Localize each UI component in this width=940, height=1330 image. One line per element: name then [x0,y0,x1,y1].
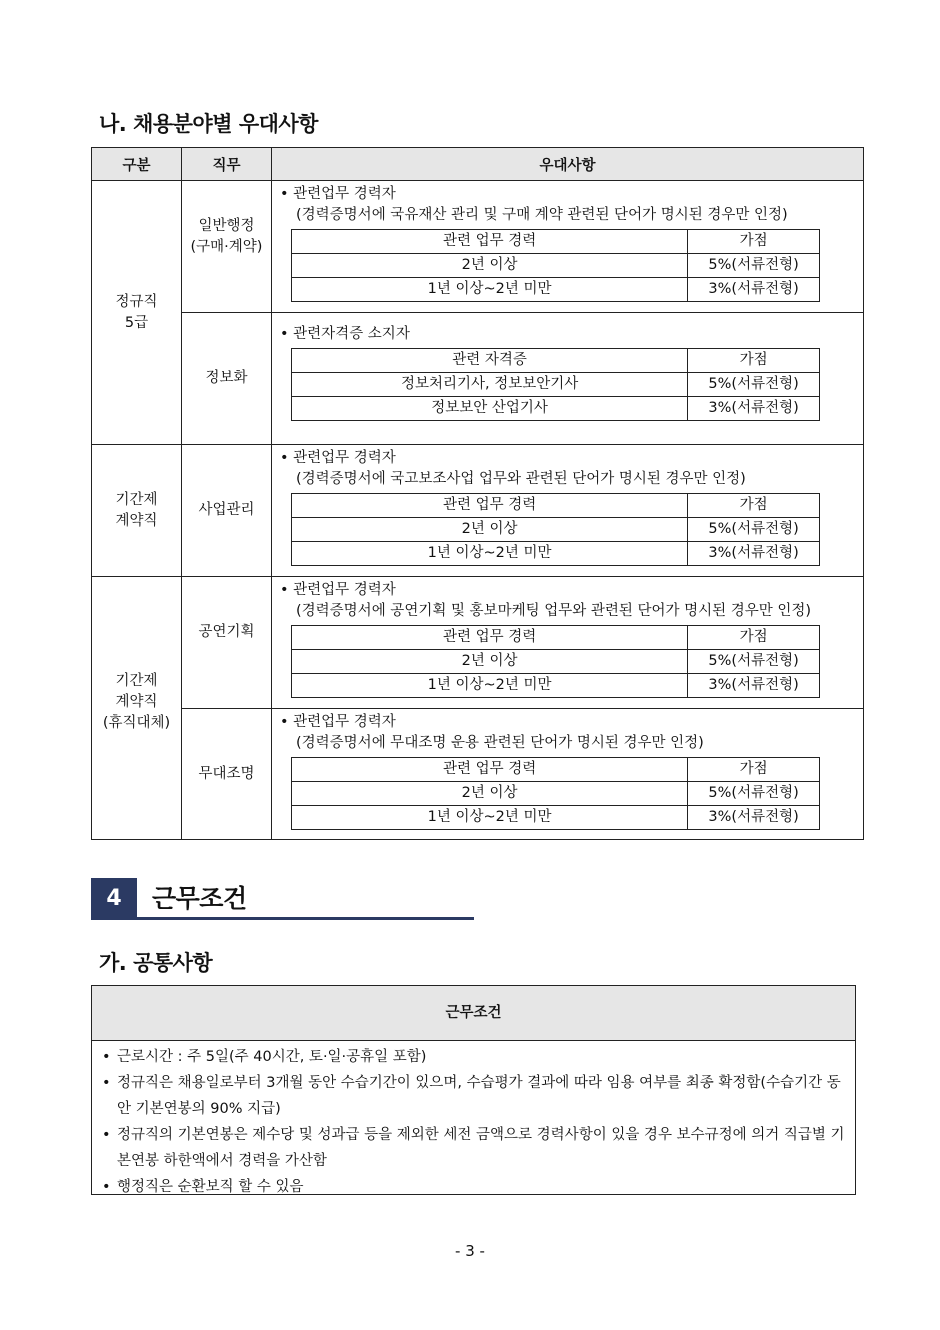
bonus-key: 2년 이상 [292,650,688,674]
section-heading-preferences: 나. 채용분야별 우대사항 [99,112,318,136]
bonus-row [292,349,820,373]
bonus-row [292,806,820,830]
preference-note: (경력증명서에 국유재산 관리 및 구매 계약 관련된 단어가 명시된 경우만 인정) [296,207,788,223]
duty-cell [182,313,272,445]
bonus-value: 3%(서류전형) [688,278,820,302]
bonus-key: 1년 이상~2년 미만 [292,806,688,830]
preference-bullet: • 관련자격증 소지자 [280,326,410,342]
bonus-value: 가점 [688,230,820,254]
bonus-key: 2년 이상 [292,782,688,806]
bonus-value: 3%(서류전형) [688,542,820,566]
preference-table [91,147,864,840]
section-title-work-conditions: 근무조건 [152,884,247,913]
bonus-row [292,674,820,698]
bonus-table [291,625,820,698]
condition-text: 정규직의 기본연봉은 제수당 및 성과급 등을 제외한 세전 금액으로 경력사항이 있을 경우 보수규정에 의거 직급별 기본연봉 하한액에서 경력을 가산함 [117,1127,845,1169]
condition-text: 정규직은 채용일로부터 3개월 동안 수습기간이 있으며, 수습평가 결과에 따라 임용 여부를 최종 확정함(수습기간 동안 기본연봉의 90% 지급) [117,1075,841,1117]
bonus-value: 5%(서류전형) [688,782,820,806]
preference-note: (경력증명서에 무대조명 운용 관련된 단어가 명시된 경우만 인정) [296,735,704,751]
duty-cell [182,709,272,840]
section-heading-common: 가. 공통사항 [99,951,213,975]
category-cell [92,445,182,577]
preference-cell [272,709,864,840]
bonus-row [292,254,820,278]
table-row [92,709,864,840]
table-header-row [92,148,864,181]
bonus-value: 5%(서류전형) [688,254,820,278]
table-row [92,313,864,445]
bonus-key: 정보보안 산업기사 [292,397,688,421]
bonus-row [292,650,820,674]
condition-text: 행정직은 순환보직 할 수 있음 [117,1179,304,1195]
bullet-icon: • [102,1075,111,1091]
bonus-row [292,626,820,650]
bullet-icon: • [102,1127,111,1143]
category-line: 기간제 계약직 [115,491,158,529]
preference-bullet: • 관련업무 경력자 [280,714,396,730]
duty-label: 일반행정 (구매·계약) [190,217,263,255]
bonus-row [292,782,820,806]
bonus-value: 3%(서류전형) [688,397,820,421]
duty-label: 정보화 [205,370,248,386]
table-row [92,577,864,709]
bullet-icon: • [102,1179,111,1195]
bonus-row [292,758,820,782]
bullet-icon: • [102,1049,111,1065]
preference-cell [272,181,864,313]
header-category: 구분 [92,148,182,181]
bonus-table [291,348,820,421]
condition-text: 근로시간 : 주 5일(주 40시간, 토·일·공휴일 포함) [117,1049,427,1065]
list-item [102,1122,845,1174]
bonus-key: 2년 이상 [292,518,688,542]
duty-cell [182,577,272,709]
bonus-table [291,757,820,830]
bonus-key: 1년 이상~2년 미만 [292,278,688,302]
section-number-badge: 4 [91,878,137,920]
bonus-value: 가점 [688,626,820,650]
preference-bullet: • 관련업무 경력자 [280,186,396,202]
conditions-list [92,1041,855,1200]
preference-cell [272,577,864,709]
bonus-key: 관련 업무 경력 [292,626,688,650]
bonus-row [292,518,820,542]
duty-label: 공연기획 [198,624,255,640]
header-duty: 직무 [182,148,272,181]
list-item [102,1044,845,1070]
bonus-row [292,230,820,254]
bonus-value: 가점 [688,494,820,518]
preference-note: (경력증명서에 공연기획 및 홍보마케팅 업무와 관련된 단어가 명시된 경우만 인정) [296,603,812,619]
bonus-row [292,494,820,518]
category-line: 정규직 5급 [115,293,158,331]
section-title-underline [91,917,474,920]
conditions-header: 근무조건 [92,986,855,1041]
bonus-key: 관련 업무 경력 [292,758,688,782]
bonus-table [291,229,820,302]
conditions-box [91,985,856,1195]
list-item [102,1174,845,1200]
duty-label: 무대조명 [198,765,255,782]
duty-label: 사업관리 [198,502,255,518]
preference-note: (경력증명서에 국고보조사업 업무와 관련된 단어가 명시된 경우만 인정) [296,471,746,487]
table-row [92,181,864,313]
preference-cell [272,445,864,577]
preference-bullet: • 관련업무 경력자 [280,582,396,598]
list-item [102,1070,845,1122]
header-preference: 우대사항 [272,148,864,181]
bonus-value: 3%(서류전형) [688,806,820,830]
bonus-key: 1년 이상~2년 미만 [292,542,688,566]
bonus-key: 관련 업무 경력 [292,230,688,254]
bonus-row [292,542,820,566]
bonus-key: 2년 이상 [292,254,688,278]
bonus-key: 관련 업무 경력 [292,494,688,518]
category-cell [92,577,182,840]
bonus-row [292,397,820,421]
preference-cell [272,313,864,445]
bonus-row [292,278,820,302]
bonus-value: 가점 [688,758,820,782]
category-line: 기간제 계약직 (휴직대체) [102,672,171,731]
page-number: - 3 - [455,1242,485,1260]
bonus-value: 3%(서류전형) [688,674,820,698]
bonus-row [292,373,820,397]
bonus-value: 5%(서류전형) [688,650,820,674]
bonus-table [291,493,820,566]
bonus-key: 정보처리기사, 정보보안기사 [292,373,688,397]
category-cell [92,181,182,445]
bonus-key: 1년 이상~2년 미만 [292,674,688,698]
bonus-value: 5%(서류전형) [688,518,820,542]
preference-bullet: • 관련업무 경력자 [280,450,396,466]
duty-cell [182,445,272,577]
bonus-value: 가점 [688,349,820,373]
bonus-value: 5%(서류전형) [688,373,820,397]
table-row [92,445,864,577]
duty-cell [182,181,272,313]
bonus-key: 관련 자격증 [292,349,688,373]
